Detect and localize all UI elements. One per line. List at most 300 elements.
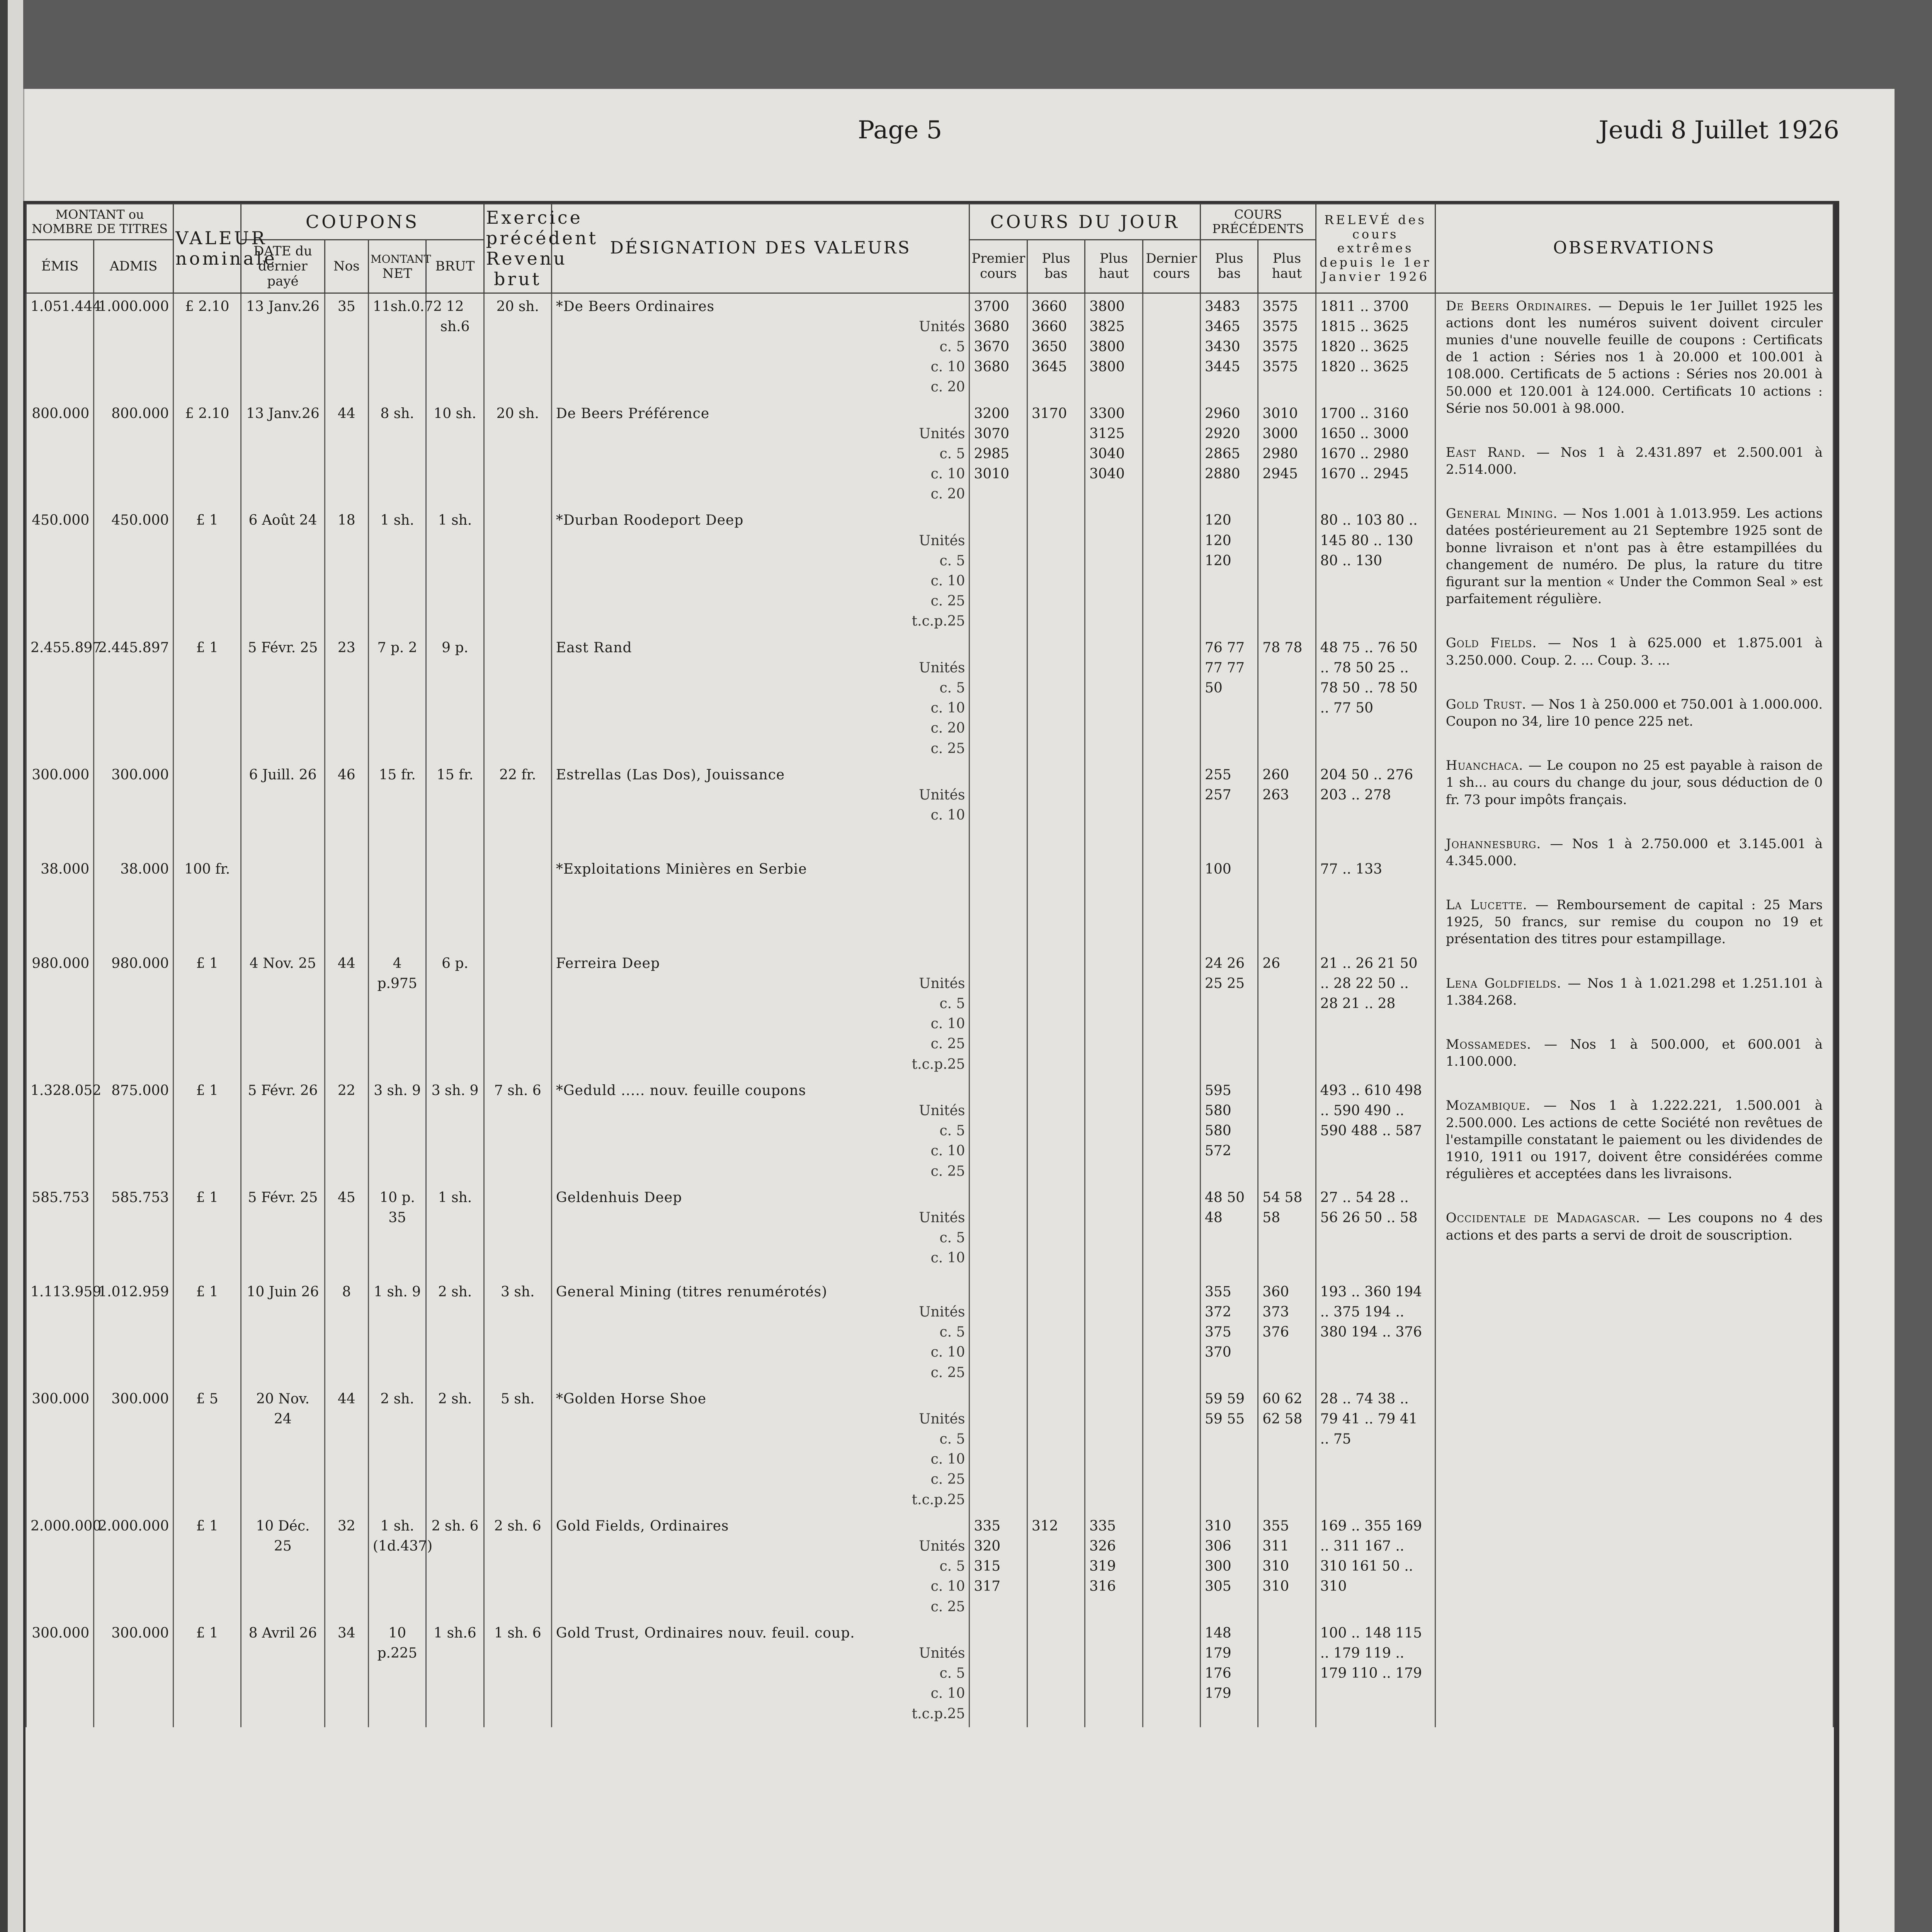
- cell-dernier: [1143, 1078, 1200, 1185]
- cell-phaut: 78 78: [1258, 635, 1316, 762]
- security-unit-line: c. 20: [930, 486, 965, 502]
- cell-dernier: [1143, 951, 1200, 1078]
- cell-premier: 335 320 315 317: [969, 1513, 1027, 1620]
- cell-pbas: 76 77 77 77 50: [1200, 635, 1258, 762]
- cell-releve: 193 .. 360 194 .. 375 194 .. 380 194 .. 376: [1316, 1279, 1435, 1386]
- cell-admis: 300.000: [94, 1386, 173, 1513]
- cell-pbas: 3483 3465 3430 3445: [1200, 293, 1258, 400]
- cell-net: 1 sh.: [368, 507, 426, 634]
- security-unit-line: c. 5: [939, 1230, 965, 1246]
- cell-releve: 1700 .. 3160 1650 .. 3000 1670 .. 2980 1670 .. 2945: [1316, 401, 1435, 508]
- cell-no: 32: [325, 1513, 368, 1620]
- cell-date: 6 Juill. 26: [241, 762, 325, 856]
- cell-emis: 800.000: [26, 401, 94, 508]
- cell-releve: 21 .. 26 21 50 .. 28 22 50 .. 28 21 .. 28: [1316, 951, 1435, 1078]
- cell-haut: [1085, 1185, 1143, 1279]
- security-name: De Beers Préférence: [556, 405, 710, 422]
- cell-no: 18: [325, 507, 368, 634]
- cell-admis: 300.000: [94, 1620, 173, 1727]
- observation-entry: [1446, 1036, 1823, 1070]
- security-designation: [551, 1620, 969, 1727]
- observation-text: — Nos 1 à 1.021.298 et 1.251.101 à 1.384.268.: [1446, 975, 1823, 1008]
- security-unit-line: Unités: [919, 660, 965, 676]
- cell-dernier: [1143, 293, 1200, 400]
- security-unit-line: c. 5: [939, 680, 965, 696]
- header-dernier: Dernier cours: [1143, 240, 1200, 293]
- security-unit-line: c. 10: [930, 1451, 965, 1468]
- header-brut: BRUT: [426, 240, 484, 293]
- cell-haut: [1085, 1279, 1143, 1386]
- security-unit-line: c. 25: [930, 1364, 965, 1381]
- security-name: *Geduld ..... nouv. feuille coupons: [556, 1082, 806, 1099]
- cell-dernier: [1143, 1279, 1200, 1386]
- security-unit-line: c. 25: [930, 593, 965, 609]
- cell-exercice: [484, 951, 551, 1078]
- cell-dernier: [1143, 1185, 1200, 1279]
- cell-exercice: 5 sh.: [484, 1386, 551, 1513]
- cell-date: 5 Févr. 25: [241, 635, 325, 762]
- cell-haut: [1085, 635, 1143, 762]
- cell-valeur: £ 1: [173, 1279, 241, 1386]
- observation-title: General Mining.: [1446, 506, 1558, 522]
- security-unit-line: Unités: [919, 318, 965, 335]
- observation-title: Johannesburg.: [1446, 836, 1541, 852]
- security-name: Ferreira Deep: [556, 955, 660, 971]
- observation-text: — Le coupon no 25 est payable à raison de 1 sh... au cours du change du jour, sous déduction de 0 fr. 73 pour impôts français.: [1446, 758, 1823, 808]
- security-designation: [551, 507, 969, 634]
- header-admis: ADMIS: [94, 240, 173, 293]
- cell-no: 44: [325, 1386, 368, 1513]
- cell-emis: 450.000: [26, 507, 94, 634]
- header-exercice: Exercice précédent Revenu brut: [484, 204, 551, 293]
- security-unit-line: Unités: [919, 425, 965, 442]
- cell-emis: 585.753: [26, 1185, 94, 1279]
- page-header: [23, 116, 1839, 178]
- cell-bas: [1027, 507, 1085, 634]
- observation-entry: [1446, 896, 1823, 948]
- cell-exercice: [484, 507, 551, 634]
- security-unit-line: Unités: [919, 1209, 965, 1226]
- cell-phaut: [1258, 507, 1316, 634]
- cell-no: 34: [325, 1620, 368, 1727]
- header-observations: OBSERVATIONS: [1435, 204, 1833, 293]
- cell-dernier: [1143, 762, 1200, 856]
- cell-pbas: 48 50 48: [1200, 1185, 1258, 1279]
- security-unit-line: c. 5: [939, 996, 965, 1012]
- cell-phaut: [1258, 856, 1316, 951]
- cell-emis: 1.328.052: [26, 1078, 94, 1185]
- cell-pbas: 310 306 300 305: [1200, 1513, 1258, 1620]
- cell-releve: 28 .. 74 38 .. 79 41 .. 79 41 .. 75: [1316, 1386, 1435, 1513]
- cell-bas: [1027, 1078, 1085, 1185]
- header-prec-bas: Plus bas: [1200, 240, 1258, 293]
- cell-pbas: 120 120 120: [1200, 507, 1258, 634]
- security-unit-line: c. 10: [930, 466, 965, 482]
- security-unit-line: c. 10: [930, 1578, 965, 1595]
- observation-entry: [1446, 1209, 1823, 1243]
- observation-text: — Nos 1 à 2.431.897 et 2.500.001 à 2.514.000.: [1446, 444, 1823, 478]
- cell-haut: 3300 3125 3040 3040: [1085, 401, 1143, 508]
- observation-title: Lena Goldfields.: [1446, 975, 1561, 991]
- header-montant-sub: MONTANT: [370, 253, 431, 266]
- cell-no: 45: [325, 1185, 368, 1279]
- cell-pbas: 595 580 580 572: [1200, 1078, 1258, 1185]
- table-row: [26, 293, 1833, 400]
- cell-exercice: 7 sh. 6: [484, 1078, 551, 1185]
- security-unit-line: c. 10: [930, 1143, 965, 1159]
- cell-premier: [969, 1279, 1027, 1386]
- security-unit-line: Unités: [919, 1304, 965, 1320]
- cell-admis: 585.753: [94, 1185, 173, 1279]
- cell-date: 20 Nov. 24: [241, 1386, 325, 1513]
- cell-premier: [969, 951, 1027, 1078]
- cell-releve: 493 .. 610 498 .. 590 490 .. 590 488 .. 587: [1316, 1078, 1435, 1185]
- cell-dernier: [1143, 635, 1200, 762]
- cell-releve: 77 .. 133: [1316, 856, 1435, 951]
- observation-title: Gold Trust.: [1446, 696, 1527, 712]
- header-net: MONTANT NET: [368, 240, 426, 293]
- cell-emis: 980.000: [26, 951, 94, 1078]
- cell-premier: [969, 507, 1027, 634]
- cell-valeur: £ 2.10: [173, 401, 241, 508]
- cell-haut: 335 326 319 316: [1085, 1513, 1143, 1620]
- cell-net: 3 sh. 9: [368, 1078, 426, 1185]
- cell-admis: 1.000.000: [94, 293, 173, 400]
- cell-exercice: [484, 635, 551, 762]
- cell-net: 10 p. 35: [368, 1185, 426, 1279]
- cell-no: 46: [325, 762, 368, 856]
- security-unit-line: t.c.p.25: [912, 1492, 965, 1508]
- cell-admis: 980.000: [94, 951, 173, 1078]
- cell-dernier: [1143, 1620, 1200, 1727]
- security-unit-line: t.c.p.25: [912, 1056, 965, 1072]
- security-designation: [551, 1513, 969, 1620]
- cell-valeur: [173, 762, 241, 856]
- security-unit-line: c. 10: [930, 807, 965, 823]
- cell-valeur: £ 1: [173, 1620, 241, 1727]
- cell-valeur: £ 1: [173, 1185, 241, 1279]
- security-unit-line: Unités: [919, 1645, 965, 1661]
- security-name: *Exploitations Minières en Serbie: [556, 861, 807, 877]
- cell-premier: 3700 3680 3670 3680: [969, 293, 1027, 400]
- security-designation: [551, 1078, 969, 1185]
- observation-title: De Beers Ordinaires.: [1446, 298, 1592, 314]
- cell-pbas: 148 179 176 179: [1200, 1620, 1258, 1727]
- cell-phaut: [1258, 1078, 1316, 1185]
- quotation-table-frame: [23, 201, 1839, 1932]
- cell-admis: 1.012.959: [94, 1279, 173, 1386]
- cell-phaut: 3575 3575 3575 3575: [1258, 293, 1316, 400]
- header-cours-precedents: COURS PRÉCÉDENTS: [1200, 204, 1316, 240]
- security-designation: [551, 1386, 969, 1513]
- cell-valeur: £ 2.10: [173, 293, 241, 400]
- cell-haut: [1085, 856, 1143, 951]
- cell-brut: 10 sh.: [426, 401, 484, 508]
- header-plus-bas: Plus bas: [1027, 240, 1085, 293]
- security-unit-line: c. 5: [939, 338, 965, 355]
- security-name: General Mining (titres renumérotés): [556, 1284, 828, 1300]
- security-designation: [551, 635, 969, 762]
- cell-valeur: £ 5: [173, 1386, 241, 1513]
- cell-haut: 3800 3825 3800 3800: [1085, 293, 1143, 400]
- security-designation: [551, 951, 969, 1078]
- cell-emis: 2.455.897: [26, 635, 94, 762]
- cell-date: 8 Avril 26: [241, 1620, 325, 1727]
- observation-title: Huanchaca.: [1446, 758, 1524, 774]
- cell-net: 8 sh.: [368, 401, 426, 508]
- cell-dernier: [1143, 401, 1200, 508]
- cell-pbas: 255 257: [1200, 762, 1258, 856]
- cell-valeur: £ 1: [173, 507, 241, 634]
- security-unit-line: c. 25: [930, 1471, 965, 1488]
- cell-date: 5 Févr. 26: [241, 1078, 325, 1185]
- cell-dernier: [1143, 856, 1200, 951]
- security-name: *De Beers Ordinaires: [556, 298, 715, 315]
- observation-title: Gold Fields.: [1446, 635, 1537, 651]
- cell-date: 10 Déc. 25: [241, 1513, 325, 1620]
- security-unit-line: c. 10: [930, 359, 965, 375]
- observation-text: — Nos 1 à 1.222.221, 1.500.001 à 2.500.000. Les actions de cette Société non revêtues de l'estampille constatant le paiement ou les dividendes de 1910, 1911 ou 1917, doivent être considérées comme régulières et acceptées dans les livraisons.: [1446, 1098, 1823, 1182]
- security-designation: [551, 1279, 969, 1386]
- cell-brut: 6 p.: [426, 951, 484, 1078]
- cell-phaut: 360 373 376: [1258, 1279, 1316, 1386]
- cell-valeur: £ 1: [173, 1513, 241, 1620]
- cell-bas: 3170: [1027, 401, 1085, 508]
- cell-brut: 2 sh.: [426, 1279, 484, 1386]
- cell-premier: 3200 3070 2985 3010: [969, 401, 1027, 508]
- cell-date: 10 Juin 26: [241, 1279, 325, 1386]
- security-unit-line: c. 25: [930, 1599, 965, 1615]
- header-coupons: COUPONS: [241, 204, 484, 240]
- cell-bas: 3660 3660 3650 3645: [1027, 293, 1085, 400]
- security-unit-line: c. 20: [930, 720, 965, 736]
- cell-premier: [969, 762, 1027, 856]
- cell-premier: [969, 1620, 1027, 1727]
- cell-releve: 27 .. 54 28 .. 56 26 50 .. 58: [1316, 1185, 1435, 1279]
- cell-bas: [1027, 762, 1085, 856]
- cell-emis: 2.000.000: [26, 1513, 94, 1620]
- header-valeur: VALEUR nominale: [173, 204, 241, 293]
- observation-text: — Les coupons no 4 des actions et des parts a servi de droit de souscription.: [1446, 1210, 1823, 1243]
- cell-date: [241, 856, 325, 951]
- security-designation: [551, 293, 969, 400]
- security-name: *Durban Roodeport Deep: [556, 512, 744, 529]
- observation-title: Mossamedes.: [1446, 1037, 1532, 1052]
- security-name: Gold Fields, Ordinaires: [556, 1518, 729, 1534]
- cell-exercice: [484, 1185, 551, 1279]
- cell-pbas: 2960 2920 2865 2880: [1200, 401, 1258, 508]
- cell-pbas: 355 372 375 370: [1200, 1279, 1258, 1386]
- security-unit-line: c. 5: [939, 1431, 965, 1447]
- header-date: DATE du dernier payé: [241, 240, 325, 293]
- cell-date: 13 Janv.26: [241, 293, 325, 400]
- cell-valeur: 100 fr.: [173, 856, 241, 951]
- observations-column: [1435, 293, 1833, 1727]
- cell-phaut: [1258, 1620, 1316, 1727]
- cell-bas: [1027, 1386, 1085, 1513]
- cell-phaut: 3010 3000 2980 2945: [1258, 401, 1316, 508]
- observation-entry: [1446, 757, 1823, 808]
- security-unit-line: c. 25: [930, 1036, 965, 1052]
- cell-admis: 2.000.000: [94, 1513, 173, 1620]
- cell-net: 7 p. 2: [368, 635, 426, 762]
- cell-haut: [1085, 951, 1143, 1078]
- cell-haut: [1085, 1386, 1143, 1513]
- security-unit-line: c. 5: [939, 1665, 965, 1682]
- quotation-table: [26, 203, 1834, 1727]
- cell-dernier: [1143, 1386, 1200, 1513]
- cell-haut: [1085, 1078, 1143, 1185]
- cell-brut: 2 sh. 6: [426, 1513, 484, 1620]
- cell-brut: 15 fr.: [426, 762, 484, 856]
- cell-releve: 48 75 .. 76 50 .. 78 50 25 .. 78 50 .. 78 50 .. 77 50: [1316, 635, 1435, 762]
- cell-exercice: 3 sh.: [484, 1279, 551, 1386]
- observation-title: East Rand.: [1446, 444, 1526, 460]
- cell-no: 23: [325, 635, 368, 762]
- cell-emis: 38.000: [26, 856, 94, 951]
- cell-phaut: 355 311 310 310: [1258, 1513, 1316, 1620]
- cell-exercice: 2 sh. 6: [484, 1513, 551, 1620]
- cell-brut: 1 sh.6: [426, 1620, 484, 1727]
- cell-emis: 1.113.959: [26, 1279, 94, 1386]
- security-unit-line: Unités: [919, 975, 965, 992]
- observation-title: Occidentale de Madagascar.: [1446, 1210, 1641, 1226]
- cell-haut: [1085, 1620, 1143, 1727]
- security-unit-line: c. 10: [930, 700, 965, 716]
- observation-title: La Lucette.: [1446, 897, 1527, 913]
- cell-admis: 450.000: [94, 507, 173, 634]
- cell-admis: 300.000: [94, 762, 173, 856]
- cell-bas: [1027, 1620, 1085, 1727]
- cell-premier: [969, 635, 1027, 762]
- cell-admis: 2.445.897: [94, 635, 173, 762]
- cell-valeur: £ 1: [173, 635, 241, 762]
- cell-releve: 169 .. 355 169 .. 311 167 .. 310 161 50 .. 310: [1316, 1513, 1435, 1620]
- cell-phaut: 54 58 58: [1258, 1185, 1316, 1279]
- cell-releve: 1811 .. 3700 1815 .. 3625 1820 .. 3625 1820 .. 3625: [1316, 293, 1435, 400]
- cell-net: 4 p.975: [368, 951, 426, 1078]
- header-releve: RELEVÉ des cours extrêmes depuis le 1er Janvier 1926: [1316, 204, 1435, 293]
- cell-brut: [426, 856, 484, 951]
- observation-text: — Nos 1 à 625.000 et 1.875.001 à 3.250.000. Coup. 2. ... Coup. 3. ...: [1446, 635, 1823, 668]
- cell-releve: 204 50 .. 276 203 .. 278: [1316, 762, 1435, 856]
- security-unit-line: c. 5: [939, 1324, 965, 1340]
- security-unit-line: c. 10: [930, 1685, 965, 1702]
- header-no: Nos: [325, 240, 368, 293]
- cell-dernier: [1143, 507, 1200, 634]
- cell-pbas: 100: [1200, 856, 1258, 951]
- observation-entry: [1446, 298, 1823, 417]
- page-number: Page 5: [858, 116, 942, 145]
- cell-admis: 38.000: [94, 856, 173, 951]
- cell-bas: [1027, 951, 1085, 1078]
- cell-emis: 1.051.444: [26, 293, 94, 400]
- security-unit-line: t.c.p.25: [912, 613, 965, 629]
- header-montant: MONTANT ou NOMBRE DE TITRES: [26, 204, 173, 240]
- observation-entry: [1446, 505, 1823, 607]
- cell-emis: 300.000: [26, 762, 94, 856]
- cell-no: 44: [325, 401, 368, 508]
- cell-brut: 3 sh. 9: [426, 1078, 484, 1185]
- observation-text: — Nos 1 à 250.000 et 750.001 à 1.000.000. Coupon no 34, lire 10 pence 225 net.: [1446, 696, 1823, 729]
- cell-exercice: 20 sh.: [484, 401, 551, 508]
- security-unit-line: c. 5: [939, 446, 965, 462]
- security-designation: [551, 856, 969, 951]
- cell-bas: [1027, 1185, 1085, 1279]
- cell-date: 5 Févr. 25: [241, 1185, 325, 1279]
- cell-date: 13 Janv.26: [241, 401, 325, 508]
- cell-haut: [1085, 507, 1143, 634]
- cell-exercice: 20 sh.: [484, 293, 551, 400]
- cell-exercice: [484, 856, 551, 951]
- observation-text: — Remboursement de capital : 25 Mars 1925, 50 francs, sur remise du coupon no 19 et présentation des titres pour estampillage.: [1446, 897, 1823, 947]
- cell-releve: 100 .. 148 115 .. 179 119 .. 179 110 .. 179: [1316, 1620, 1435, 1727]
- header-premier: Premier cours: [969, 240, 1027, 293]
- observation-entry: [1446, 835, 1823, 869]
- cell-phaut: 26: [1258, 951, 1316, 1078]
- cell-exercice: 1 sh. 6: [484, 1620, 551, 1727]
- security-unit-line: c. 10: [930, 1344, 965, 1361]
- security-unit-line: Unités: [919, 1538, 965, 1554]
- security-unit-line: c. 5: [939, 553, 965, 569]
- cell-no: 35: [325, 293, 368, 400]
- security-unit-line: c. 5: [939, 1123, 965, 1139]
- cell-no: 8: [325, 1279, 368, 1386]
- security-designation: [551, 1185, 969, 1279]
- observation-entry: [1446, 444, 1823, 478]
- security-unit-line: c. 20: [930, 379, 965, 395]
- observation-entry: [1446, 634, 1823, 668]
- cell-bas: [1027, 635, 1085, 762]
- security-name: Estrellas (Las Dos), Jouissance: [556, 767, 785, 783]
- cell-no: 44: [325, 951, 368, 1078]
- security-unit-line: c. 25: [930, 740, 965, 757]
- cell-phaut: 60 62 62 58: [1258, 1386, 1316, 1513]
- cell-net: 11sh.0.72: [368, 293, 426, 400]
- header-emis: ÉMIS: [26, 240, 94, 293]
- cell-admis: 875.000: [94, 1078, 173, 1185]
- security-name: *Golden Horse Shoe: [556, 1391, 707, 1407]
- security-unit-line: c. 10: [930, 1016, 965, 1032]
- cell-premier: [969, 1185, 1027, 1279]
- security-unit-line: t.c.p.25: [912, 1706, 965, 1722]
- cell-haut: [1085, 762, 1143, 856]
- cell-emis: 300.000: [26, 1386, 94, 1513]
- cell-date: 6 Août 24: [241, 507, 325, 634]
- security-unit-line: c. 25: [930, 1163, 965, 1179]
- cell-net: 10 p.225: [368, 1620, 426, 1727]
- previous-page-edge: [8, 0, 23, 1932]
- cell-brut: 1 sh.: [426, 1185, 484, 1279]
- security-unit-line: Unités: [919, 1103, 965, 1119]
- cell-net: 1 sh. (1d.437): [368, 1513, 426, 1620]
- cell-pbas: 59 59 59 55: [1200, 1386, 1258, 1513]
- observation-entry: [1446, 696, 1823, 730]
- header-plus-haut: Plus haut: [1085, 240, 1143, 293]
- observation-title: Mozambique.: [1446, 1098, 1531, 1114]
- security-name: East Rand: [556, 639, 632, 656]
- observation-entry: [1446, 975, 1823, 1009]
- security-unit-line: Unités: [919, 1411, 965, 1427]
- page-date: Jeudi 8 Juillet 1926: [1599, 116, 1839, 145]
- cell-brut: 9 p.: [426, 635, 484, 762]
- security-designation: [551, 401, 969, 508]
- observation-entry: [1446, 1097, 1823, 1182]
- cell-pbas: 24 26 25 25: [1200, 951, 1258, 1078]
- security-designation: [551, 762, 969, 856]
- header-designation: DÉSIGNATION DES VALEURS: [551, 204, 969, 293]
- header-cours-du-jour: COURS DU JOUR: [969, 204, 1200, 240]
